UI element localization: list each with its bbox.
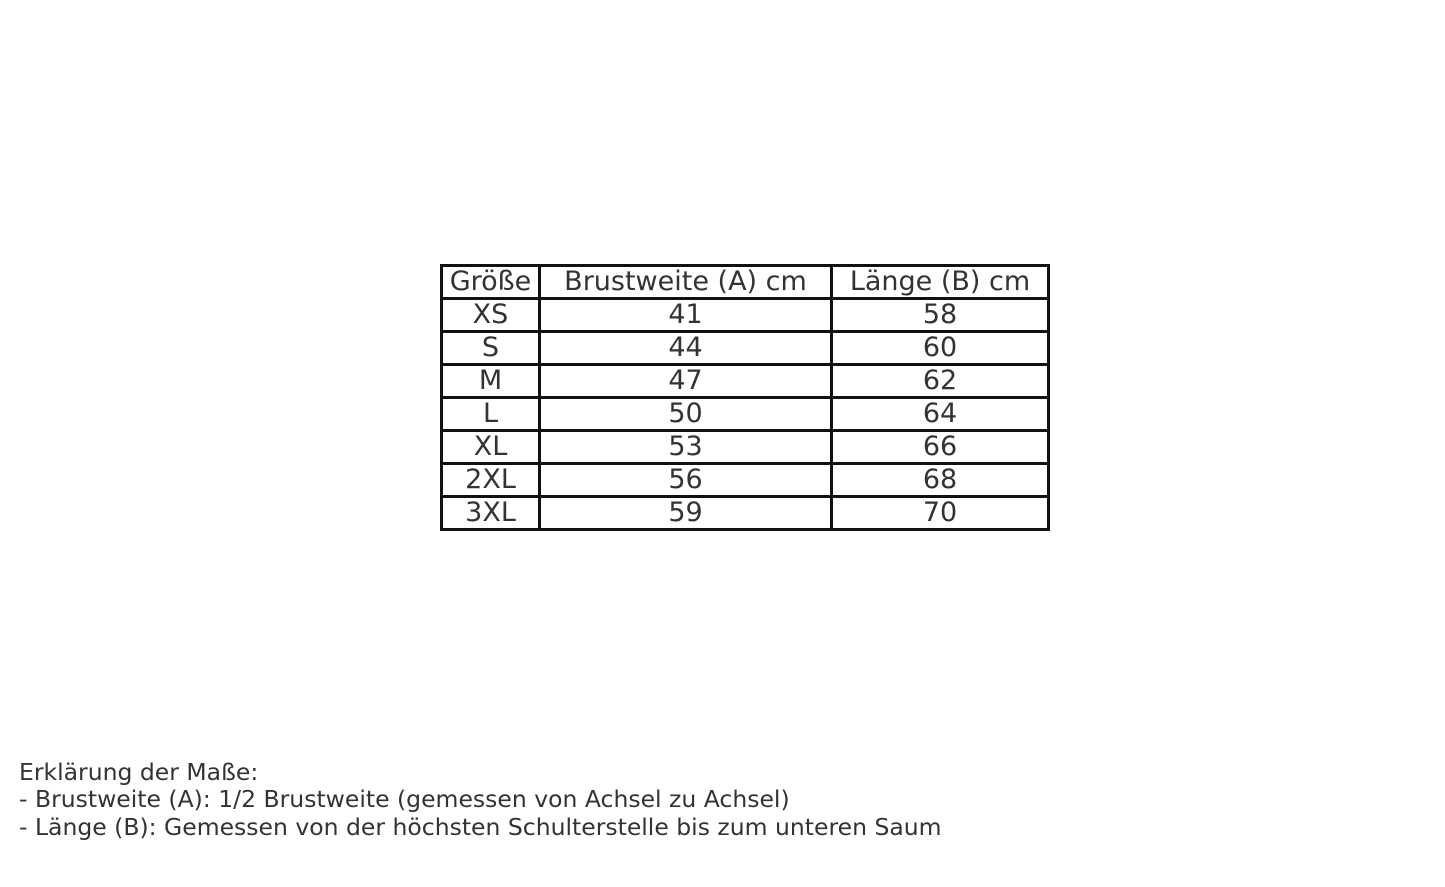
table-row (442, 299, 1049, 332)
cell-size: S (442, 332, 540, 365)
table-row (442, 497, 1049, 530)
table-row (442, 332, 1049, 365)
header-chest-width: Brustweite (A) cm (540, 266, 832, 299)
cell-size: M (442, 365, 540, 398)
measurement-explanation (19, 759, 942, 841)
cell-size: XS (442, 299, 540, 332)
cell-length: 70 (832, 497, 1049, 530)
cell-length: 58 (832, 299, 1049, 332)
size-chart-table (440, 264, 1050, 531)
explanation-line-chest-width: - Brustweite (A): 1/2 Brustweite (gemessen von Achsel zu Achsel) (19, 785, 790, 814)
table-row (442, 431, 1049, 464)
table-header-row (442, 266, 1049, 299)
cell-chest-width: 47 (540, 365, 832, 398)
cell-length: 66 (832, 431, 1049, 464)
cell-chest-width: 41 (540, 299, 832, 332)
cell-length: 64 (832, 398, 1049, 431)
explanation-line-length: - Länge (B): Gemessen von der höchsten Schulterstelle bis zum unteren Saum (19, 812, 942, 841)
cell-size: XL (442, 431, 540, 464)
cell-length: 60 (832, 332, 1049, 365)
table-row (442, 398, 1049, 431)
cell-size: 3XL (442, 497, 540, 530)
explanation-title: Erklärung der Maße: (19, 758, 259, 786)
cell-chest-width: 59 (540, 497, 832, 530)
table-row (442, 365, 1049, 398)
header-length: Länge (B) cm (832, 266, 1049, 299)
cell-size: L (442, 398, 540, 431)
cell-chest-width: 50 (540, 398, 832, 431)
cell-chest-width: 53 (540, 431, 832, 464)
cell-size: 2XL (442, 464, 540, 497)
cell-length: 68 (832, 464, 1049, 497)
header-size: Größe (442, 266, 540, 299)
table-row (442, 464, 1049, 497)
cell-chest-width: 56 (540, 464, 832, 497)
cell-length: 62 (832, 365, 1049, 398)
cell-chest-width: 44 (540, 332, 832, 365)
